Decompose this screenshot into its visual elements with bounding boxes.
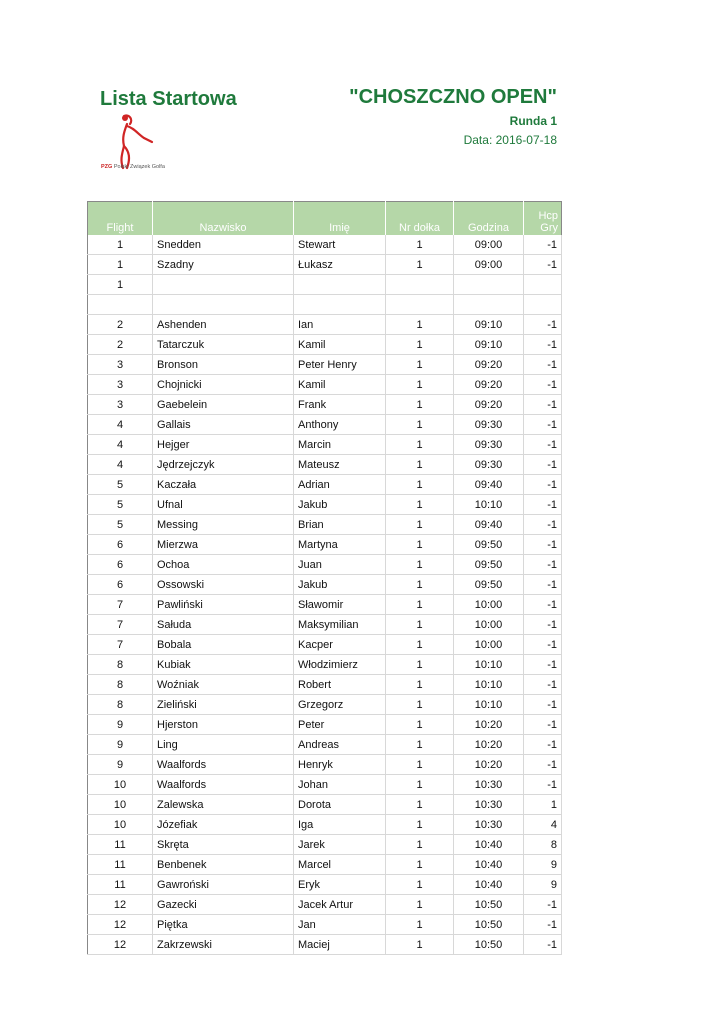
col-header-name: Imię [294, 202, 386, 236]
table-row [88, 575, 562, 595]
cell-hcp: -1 [524, 415, 562, 435]
cell-hcp [524, 275, 562, 295]
cell-hcp: -1 [524, 595, 562, 615]
cell-time: 10:50 [454, 915, 524, 935]
cell-flight: 11 [88, 835, 153, 855]
cell-surname: Gaebelein [153, 395, 294, 415]
cell-hcp: -1 [524, 735, 562, 755]
table-row [88, 335, 562, 355]
cell-flight: 3 [88, 355, 153, 375]
cell-surname: Ling [153, 735, 294, 755]
cell-name: Dorota [294, 795, 386, 815]
cell-hole: 1 [386, 435, 454, 455]
cell-time: 10:10 [454, 675, 524, 695]
cell-surname: Woźniak [153, 675, 294, 695]
cell-surname: Tatarczuk [153, 335, 294, 355]
cell-surname: Gallais [153, 415, 294, 435]
table-row [88, 255, 562, 275]
table-row [88, 535, 562, 555]
cell-hcp: -1 [524, 715, 562, 735]
cell-time: 10:00 [454, 635, 524, 655]
cell-surname: Messing [153, 515, 294, 535]
cell-flight: 1 [88, 275, 153, 295]
cell-hole: 1 [386, 535, 454, 555]
cell-flight [88, 295, 153, 315]
cell-surname: Benbenek [153, 855, 294, 875]
cell-time: 09:50 [454, 575, 524, 595]
cell-hcp: -1 [524, 755, 562, 775]
table-row [88, 515, 562, 535]
cell-surname [153, 295, 294, 315]
table-row [88, 455, 562, 475]
round-label: Runda 1 [509, 114, 557, 128]
cell-hcp: -1 [524, 675, 562, 695]
cell-time: 10:30 [454, 775, 524, 795]
cell-flight: 12 [88, 935, 153, 955]
table-row [88, 655, 562, 675]
cell-flight: 5 [88, 495, 153, 515]
cell-surname: Chojnicki [153, 375, 294, 395]
cell-name: Robert [294, 675, 386, 695]
cell-hcp: -1 [524, 935, 562, 955]
cell-surname: Ochoa [153, 555, 294, 575]
cell-surname: Bobala [153, 635, 294, 655]
cell-hcp: -1 [524, 395, 562, 415]
cell-name: Marcin [294, 435, 386, 455]
cell-name: Peter [294, 715, 386, 735]
cell-surname: Zakrzewski [153, 935, 294, 955]
cell-hcp: -1 [524, 635, 562, 655]
cell-hcp: -1 [524, 895, 562, 915]
table-row [88, 315, 562, 335]
cell-hole: 1 [386, 935, 454, 955]
cell-name: Juan [294, 555, 386, 575]
cell-flight: 2 [88, 335, 153, 355]
cell-hole: 1 [386, 755, 454, 775]
table-row [88, 635, 562, 655]
cell-hcp: 8 [524, 835, 562, 855]
cell-name: Adrian [294, 475, 386, 495]
cell-time: 10:00 [454, 595, 524, 615]
table-row [88, 435, 562, 455]
cell-time: 09:10 [454, 335, 524, 355]
table-row [88, 295, 562, 315]
cell-name: Jan [294, 915, 386, 935]
table-row [88, 835, 562, 855]
cell-flight: 12 [88, 915, 153, 935]
cell-name: Henryk [294, 755, 386, 775]
cell-time: 09:20 [454, 395, 524, 415]
cell-hcp: -1 [524, 915, 562, 935]
cell-flight: 5 [88, 475, 153, 495]
cell-surname: Pawliński [153, 595, 294, 615]
start-list-table [87, 201, 562, 955]
cell-time: 10:50 [454, 935, 524, 955]
cell-hole: 1 [386, 815, 454, 835]
cell-name: Kacper [294, 635, 386, 655]
cell-time: 09:30 [454, 415, 524, 435]
cell-name: Maciej [294, 935, 386, 955]
date-label: Data: 2016-07-18 [463, 133, 557, 147]
cell-flight: 7 [88, 595, 153, 615]
col-header-flight: Flight [88, 202, 153, 236]
cell-flight: 8 [88, 675, 153, 695]
cell-time: 10:00 [454, 615, 524, 635]
table-row [88, 275, 562, 295]
cell-name: Stewart [294, 235, 386, 255]
cell-hole: 1 [386, 595, 454, 615]
cell-time: 09:00 [454, 235, 524, 255]
cell-surname: Snedden [153, 235, 294, 255]
cell-hole: 1 [386, 795, 454, 815]
cell-name: Kamil [294, 375, 386, 395]
cell-name: Marcel [294, 855, 386, 875]
cell-time: 10:30 [454, 795, 524, 815]
table-row [88, 915, 562, 935]
cell-surname: Hejger [153, 435, 294, 455]
cell-hcp: -1 [524, 255, 562, 275]
cell-time [454, 275, 524, 295]
cell-name: Jakub [294, 575, 386, 595]
cell-hole: 1 [386, 895, 454, 915]
cell-hcp: -1 [524, 615, 562, 635]
cell-hole: 1 [386, 455, 454, 475]
col-header-time: Godzina [454, 202, 524, 236]
cell-flight: 11 [88, 875, 153, 895]
table-row [88, 695, 562, 715]
cell-name: Andreas [294, 735, 386, 755]
cell-name: Grzegorz [294, 695, 386, 715]
cell-flight: 3 [88, 395, 153, 415]
cell-flight: 4 [88, 435, 153, 455]
cell-surname: Waalfords [153, 775, 294, 795]
cell-flight: 9 [88, 755, 153, 775]
cell-flight: 1 [88, 255, 153, 275]
cell-name: Sławomir [294, 595, 386, 615]
cell-time: 09:40 [454, 475, 524, 495]
cell-flight: 10 [88, 775, 153, 795]
cell-time: 10:30 [454, 815, 524, 835]
cell-surname: Mierzwa [153, 535, 294, 555]
cell-time [454, 295, 524, 315]
cell-hole: 1 [386, 615, 454, 635]
cell-name: Martyna [294, 535, 386, 555]
cell-hcp: -1 [524, 575, 562, 595]
table-row [88, 855, 562, 875]
cell-name: Anthony [294, 415, 386, 435]
cell-surname: Hjerston [153, 715, 294, 735]
cell-hcp: 4 [524, 815, 562, 835]
cell-surname: Ossowski [153, 575, 294, 595]
cell-hcp: -1 [524, 655, 562, 675]
table-row [88, 355, 562, 375]
cell-time: 10:10 [454, 655, 524, 675]
cell-flight: 1 [88, 235, 153, 255]
cell-flight: 4 [88, 455, 153, 475]
cell-name: Jacek Artur [294, 895, 386, 915]
cell-hole: 1 [386, 515, 454, 535]
cell-surname: Kubiak [153, 655, 294, 675]
cell-hcp: -1 [524, 475, 562, 495]
event-title: "CHOSZCZNO OPEN" [349, 86, 557, 108]
table-row [88, 495, 562, 515]
cell-hcp: -1 [524, 775, 562, 795]
col-header-hole: Nr dołka [386, 202, 454, 236]
cell-time: 09:30 [454, 435, 524, 455]
cell-name [294, 295, 386, 315]
table-row [88, 815, 562, 835]
cell-time: 10:40 [454, 875, 524, 895]
cell-flight: 11 [88, 855, 153, 875]
cell-name [294, 275, 386, 295]
cell-name: Mateusz [294, 455, 386, 475]
cell-hole: 1 [386, 835, 454, 855]
cell-hcp: -1 [524, 335, 562, 355]
cell-hcp: -1 [524, 555, 562, 575]
table-row [88, 755, 562, 775]
cell-surname: Józefiak [153, 815, 294, 835]
cell-hole: 1 [386, 235, 454, 255]
cell-flight: 10 [88, 815, 153, 835]
cell-hole: 1 [386, 855, 454, 875]
cell-flight: 6 [88, 535, 153, 555]
cell-surname: Szadny [153, 255, 294, 275]
cell-name: Łukasz [294, 255, 386, 275]
cell-name: Eryk [294, 875, 386, 895]
cell-surname: Gazecki [153, 895, 294, 915]
cell-hcp: 9 [524, 855, 562, 875]
cell-hole: 1 [386, 915, 454, 935]
cell-name: Ian [294, 315, 386, 335]
cell-hole [386, 295, 454, 315]
cell-hole: 1 [386, 655, 454, 675]
table-row [88, 395, 562, 415]
cell-time: 10:40 [454, 855, 524, 875]
cell-hcp: -1 [524, 455, 562, 475]
cell-time: 09:30 [454, 455, 524, 475]
cell-hole: 1 [386, 375, 454, 395]
logo-full-name: Polski Związek Golfa [113, 164, 165, 170]
cell-hcp [524, 295, 562, 315]
cell-flight: 6 [88, 555, 153, 575]
cell-hole: 1 [386, 255, 454, 275]
cell-name: Brian [294, 515, 386, 535]
cell-surname: Skręta [153, 835, 294, 855]
cell-surname: Zalewska [153, 795, 294, 815]
cell-hcp: -1 [524, 375, 562, 395]
cell-hole: 1 [386, 875, 454, 895]
cell-surname: Ufnal [153, 495, 294, 515]
cell-hole: 1 [386, 475, 454, 495]
cell-time: 10:20 [454, 735, 524, 755]
cell-flight: 8 [88, 655, 153, 675]
cell-hcp: 1 [524, 795, 562, 815]
cell-surname: Ashenden [153, 315, 294, 335]
cell-hole [386, 275, 454, 295]
cell-hcp: 9 [524, 875, 562, 895]
cell-time: 10:20 [454, 755, 524, 775]
table-row [88, 475, 562, 495]
cell-hole: 1 [386, 315, 454, 335]
cell-time: 09:50 [454, 555, 524, 575]
table-row [88, 375, 562, 395]
cell-hcp: -1 [524, 315, 562, 335]
cell-name: Iga [294, 815, 386, 835]
cell-surname: Sałuda [153, 615, 294, 635]
cell-name: Jarek [294, 835, 386, 855]
cell-hole: 1 [386, 395, 454, 415]
cell-name: Peter Henry [294, 355, 386, 375]
cell-hole: 1 [386, 495, 454, 515]
cell-flight: 4 [88, 415, 153, 435]
cell-hole: 1 [386, 775, 454, 795]
cell-surname: Waalfords [153, 755, 294, 775]
table-header-row [88, 202, 562, 236]
cell-surname [153, 275, 294, 295]
cell-time: 10:10 [454, 495, 524, 515]
logo-caption [101, 164, 165, 170]
col-header-surname: Nazwisko [153, 202, 294, 236]
cell-hole: 1 [386, 415, 454, 435]
cell-flight: 9 [88, 715, 153, 735]
cell-flight: 12 [88, 895, 153, 915]
cell-flight: 6 [88, 575, 153, 595]
cell-flight: 10 [88, 795, 153, 815]
cell-hcp: -1 [524, 435, 562, 455]
cell-hole: 1 [386, 715, 454, 735]
cell-flight: 7 [88, 635, 153, 655]
cell-flight: 2 [88, 315, 153, 335]
cell-time: 09:50 [454, 535, 524, 555]
cell-name: Frank [294, 395, 386, 415]
cell-time: 09:10 [454, 315, 524, 335]
cell-time: 09:00 [454, 255, 524, 275]
col-header-hcp: Hcp Gry [524, 202, 562, 236]
table-row [88, 935, 562, 955]
cell-hole: 1 [386, 635, 454, 655]
cell-hole: 1 [386, 575, 454, 595]
cell-hcp: -1 [524, 235, 562, 255]
cell-surname: Piętka [153, 915, 294, 935]
cell-time: 10:20 [454, 715, 524, 735]
cell-surname: Bronson [153, 355, 294, 375]
cell-time: 10:50 [454, 895, 524, 915]
cell-hcp: -1 [524, 495, 562, 515]
cell-hole: 1 [386, 335, 454, 355]
table-row [88, 795, 562, 815]
cell-name: Kamil [294, 335, 386, 355]
cell-surname: Gawroński [153, 875, 294, 895]
cell-time: 10:10 [454, 695, 524, 715]
cell-flight: 3 [88, 375, 153, 395]
table-row [88, 235, 562, 255]
cell-surname: Jędrzejczyk [153, 455, 294, 475]
cell-flight: 9 [88, 735, 153, 755]
cell-name: Maksymilian [294, 615, 386, 635]
table-row [88, 715, 562, 735]
cell-hcp: -1 [524, 535, 562, 555]
cell-hole: 1 [386, 555, 454, 575]
cell-name: Włodzimierz [294, 655, 386, 675]
cell-hole: 1 [386, 675, 454, 695]
cell-surname: Zieliński [153, 695, 294, 715]
table-row [88, 415, 562, 435]
logo-abbr: PZG [101, 164, 113, 170]
cell-flight: 5 [88, 515, 153, 535]
cell-name: Jakub [294, 495, 386, 515]
cell-hole: 1 [386, 695, 454, 715]
cell-hole: 1 [386, 735, 454, 755]
cell-hcp: -1 [524, 695, 562, 715]
cell-hcp: -1 [524, 355, 562, 375]
cell-time: 10:40 [454, 835, 524, 855]
cell-flight: 7 [88, 615, 153, 635]
page-title: Lista Startowa [100, 88, 237, 110]
table-row [88, 595, 562, 615]
table-row [88, 895, 562, 915]
cell-time: 09:20 [454, 375, 524, 395]
cell-time: 09:20 [454, 355, 524, 375]
table-row [88, 735, 562, 755]
cell-hcp: -1 [524, 515, 562, 535]
table-row [88, 675, 562, 695]
cell-flight: 8 [88, 695, 153, 715]
cell-hole: 1 [386, 355, 454, 375]
table-row [88, 875, 562, 895]
table-row [88, 555, 562, 575]
table-row [88, 615, 562, 635]
cell-name: Johan [294, 775, 386, 795]
table-row [88, 775, 562, 795]
cell-surname: Kaczała [153, 475, 294, 495]
cell-time: 09:40 [454, 515, 524, 535]
